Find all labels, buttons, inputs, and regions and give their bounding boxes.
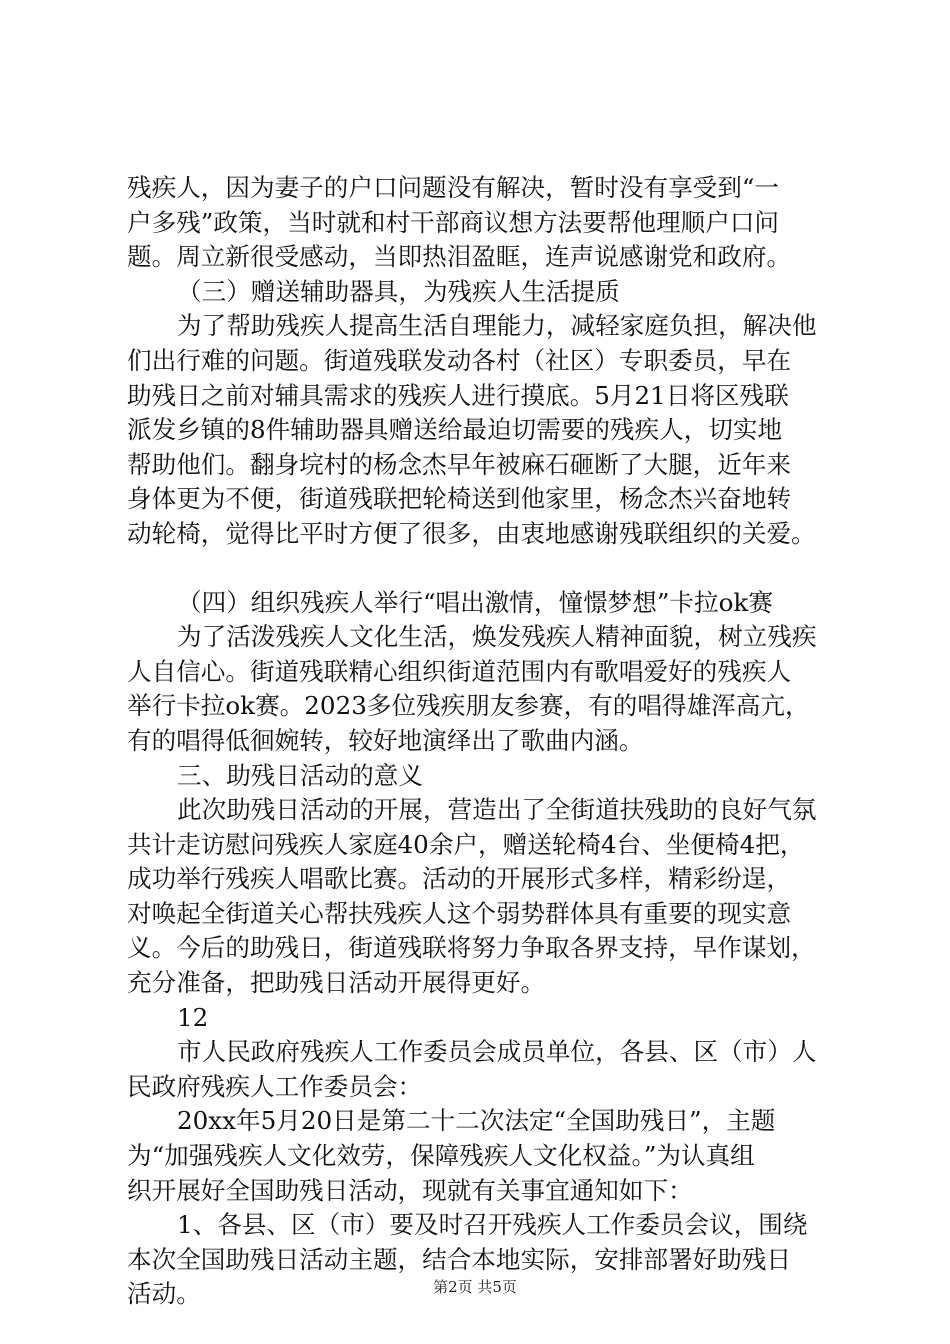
paragraph-line: 成功举行残疾人唱歌比赛。活动的开展形式多样，精彩纷逞， [127,864,792,894]
paragraph-line: 户多残”政策，当时就和村干部商议想方法要帮他理顺户口问 [127,207,780,237]
paragraph-line: 助残日之前对辅具需求的残疾人进行摸底。5月21日将区残联 [127,380,789,410]
section-heading: （三）赠送辅助器具，为残疾人生活提质 [177,276,620,306]
paragraph-line: 1、各县、区（市）要及时召开残疾人工作委员会议，围绕 [177,1210,808,1240]
paragraph-line: 有的唱得低徊婉转，较好地演绎出了歌曲内涵。 [127,725,644,755]
paragraph-line: 帮助他们。翻身垸村的杨念杰早年被麻石砸断了大腿，近年来 [127,449,792,479]
paragraph-line: 本次全国助残日活动主题，结合本地实际，安排部署好助残日 [127,1244,792,1274]
paragraph-line: 们出行难的问题。街道残联发动各村（社区）专职委员，早在 [127,345,792,375]
page-number-footer: 第2页 共5页 [433,1278,517,1296]
section-heading: （四）组织残疾人举行“唱出激情，憧憬梦想”卡拉ok赛 [177,587,773,617]
document-body [127,171,833,1312]
paragraph-line: 活动。 [127,1279,201,1309]
paragraph-line: 残疾人，因为妻子的户口问题没有解决，暂时没有享受到“一 [127,173,780,202]
paragraph-line: 义。今后的助残日，街道残联将努力争取各界支持，早作谋划， [127,933,816,963]
paragraph-line: 充分准备，把助残日活动开展得更好。 [127,968,546,998]
paragraph-line: 动轮椅，觉得比平时方便了很多，由衷地感谢残联组织的关爱。 [127,518,816,548]
paragraph-line: 身体更为不便，街道残联把轮椅送到他家里，杨念杰兴奋地转 [127,484,792,514]
paragraph-line: 此次助残日活动的开展，营造出了全街道扶残助的良好气氛 [177,795,817,825]
paragraph-line: 人自信心。街道残联精心组织街道范围内有歌唱爱好的残疾人 [127,656,792,686]
paragraph-line: 对唤起全街道关心帮扶残疾人这个弱势群体具有重要的现实意 [127,898,792,928]
paragraph-line: 20xx年5月20日是第二十二次法定“全国助残日”，主题 [177,1106,776,1136]
section-heading: 三、助残日活动的意义 [177,760,423,790]
paragraph-line: 市人民政府残疾人工作委员会成员单位，各县、区（市）人 [177,1037,817,1067]
paragraph-line: 举行卡拉ok赛。2023多位残疾朋友参赛，有的唱得雄浑高亢， [127,691,810,721]
paragraph-line: 为了活泼残疾人文化生活，焕发残疾人精神面貌，树立残疾 [177,622,817,652]
paragraph-line: 题。周立新很受感动，当即热泪盈眶，连声说感谢党和政府。 [127,242,792,272]
paragraph-line: 织开展好全国助残日活动，现就有关事宜通知如下： [127,1175,693,1205]
paragraph-line: 为“加强残疾人文化效劳，保障残疾人文化权益。”为认真组 [127,1141,755,1171]
paragraph-line: 派发乡镇的8件辅助器具赠送给最迫切需要的残疾人，切实地 [127,415,783,445]
paragraph-line: 为了帮助残疾人提高生活自理能力，减轻家庭负担，解决他 [177,311,817,341]
paragraph-line: 共计走访慰问残疾人家庭40余户，赠送轮椅4台、坐便椅4把， [127,829,805,859]
paragraph-spacer [127,552,833,586]
section-number: 12 [177,1002,209,1032]
paragraph-line: 民政府残疾人工作委员会： [127,1071,423,1101]
